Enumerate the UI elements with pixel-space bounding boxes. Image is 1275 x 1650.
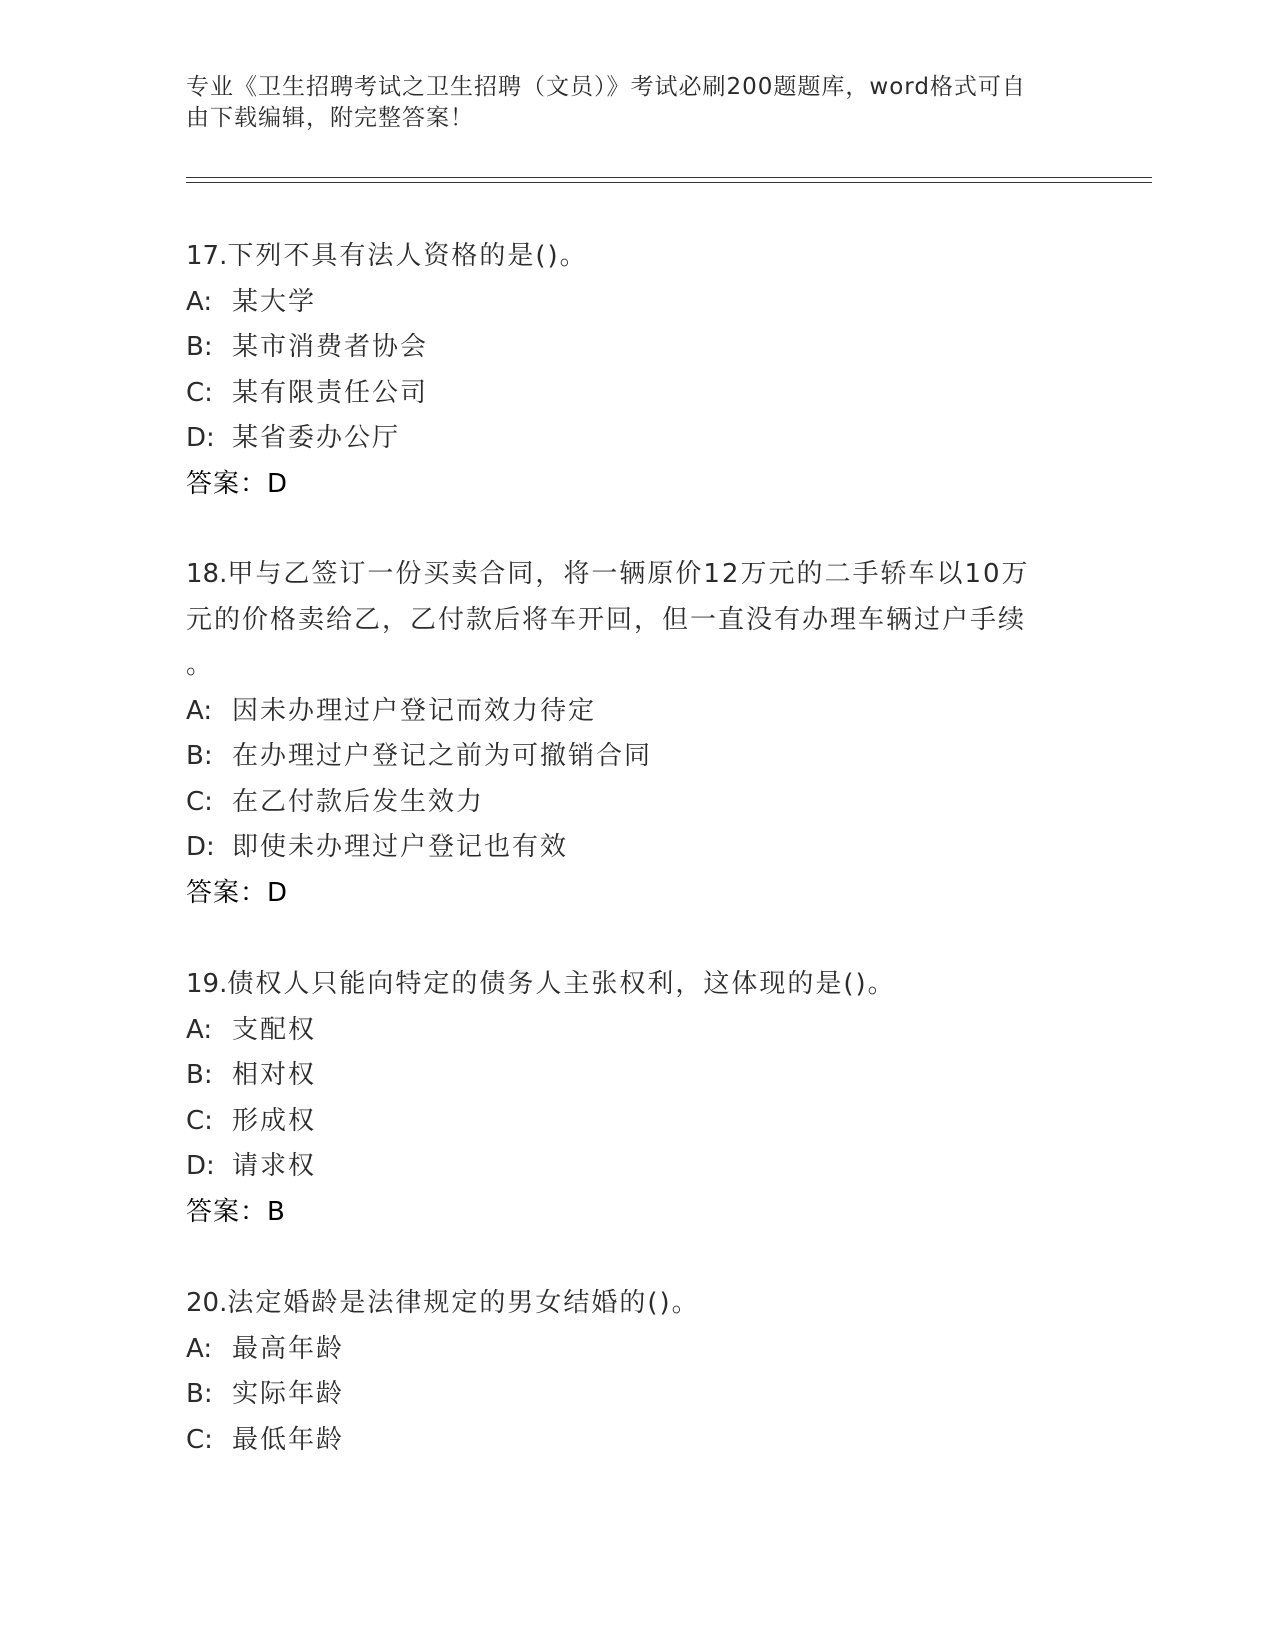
question-20 (186, 1281, 1086, 1463)
option-b (186, 1053, 1086, 1099)
answer-value: D (267, 468, 288, 499)
option-b (186, 734, 1086, 780)
option-key: A: (186, 286, 213, 317)
option-key: B: (186, 741, 213, 771)
option-text: 支配权 (232, 1014, 317, 1045)
answer-value: B (267, 1196, 285, 1227)
option-key: A: (186, 1333, 213, 1364)
option-a (186, 689, 1086, 735)
option-key: C: (186, 1105, 213, 1136)
option-text: 在办理过户登记之前为可撤销合同 (232, 741, 653, 771)
question-stem (186, 552, 1086, 598)
question-text: 下列不具有法人资格的是()。 (227, 241, 588, 271)
option-key: A: (186, 695, 213, 726)
option-text: 请求权 (232, 1151, 317, 1181)
question-number: 19. (186, 969, 228, 999)
option-a (186, 1008, 1086, 1054)
answer-value: D (267, 877, 288, 908)
header-rule-bottom (186, 182, 1152, 183)
question-text: 债权人只能向特定的债务人主张权利，这体现的是()。 (227, 969, 896, 999)
option-key: D: (186, 832, 215, 862)
answer-line (186, 871, 1086, 917)
question-text: 法定婚龄是法律规定的男女结婚的()。 (227, 1288, 700, 1318)
question-text-line-1: 甲与乙签订一份买卖合同，将一辆原价12万元的二手轿车以10万 (227, 559, 1030, 589)
question-number: 20. (186, 1288, 228, 1318)
question-text-line-2: 元的价格卖给乙，乙付款后将车开回，但一直没有办理车辆过户手续 (186, 604, 1027, 635)
question-stem (186, 962, 1086, 1008)
question-stem (186, 234, 1086, 280)
option-d (186, 416, 1086, 462)
question-text-line-3: 。 (186, 650, 215, 680)
option-c (186, 1099, 1086, 1145)
option-b (186, 325, 1086, 371)
option-key: B: (186, 1379, 213, 1409)
option-key: C: (186, 377, 213, 408)
option-text: 最低年龄 (232, 1424, 345, 1455)
answer-line (186, 462, 1086, 508)
header-line-1: 专业《卫生招聘考试之卫生招聘（文员）》考试必刷200题题库，word格式可自 (186, 74, 1026, 100)
option-text: 因未办理过户登记而效力待定 (232, 695, 597, 726)
option-a (186, 1327, 1086, 1373)
option-c (186, 371, 1086, 417)
option-key: C: (186, 786, 213, 817)
question-number: 17. (186, 241, 228, 271)
option-text: 在乙付款后发生效力 (232, 786, 485, 817)
option-c (186, 780, 1086, 826)
answer-line (186, 1190, 1086, 1236)
option-key: A: (186, 1014, 213, 1045)
answer-label: 答案： (186, 1196, 268, 1227)
header-rule-top (186, 177, 1152, 178)
question-stem (186, 1281, 1086, 1327)
option-text: 某市消费者协会 (232, 332, 429, 362)
option-text: 即使未办理过户登记也有效 (232, 832, 569, 862)
option-text: 某大学 (232, 286, 317, 317)
option-a (186, 280, 1086, 326)
option-c (186, 1418, 1086, 1464)
option-key: B: (186, 332, 213, 362)
option-key: B: (186, 1060, 213, 1090)
option-key: D: (186, 1151, 215, 1181)
question-17 (186, 234, 1086, 507)
option-text: 实际年龄 (232, 1379, 345, 1409)
document-header (186, 72, 1086, 134)
answer-label: 答案： (186, 468, 268, 499)
option-text: 最高年龄 (232, 1333, 345, 1364)
option-text: 某省委办公厅 (232, 423, 401, 453)
option-b (186, 1372, 1086, 1418)
option-d (186, 1144, 1086, 1190)
question-18 (186, 552, 1086, 916)
option-text: 相对权 (232, 1060, 317, 1090)
option-text: 某有限责任公司 (232, 377, 429, 408)
header-line-2: 由下载编辑，附完整答案！ (186, 105, 474, 131)
question-19 (186, 962, 1086, 1235)
question-number: 18. (186, 559, 228, 589)
option-key: D: (186, 423, 215, 453)
option-text: 形成权 (232, 1105, 317, 1136)
option-d (186, 825, 1086, 871)
answer-label: 答案： (186, 877, 268, 908)
option-key: C: (186, 1424, 213, 1455)
